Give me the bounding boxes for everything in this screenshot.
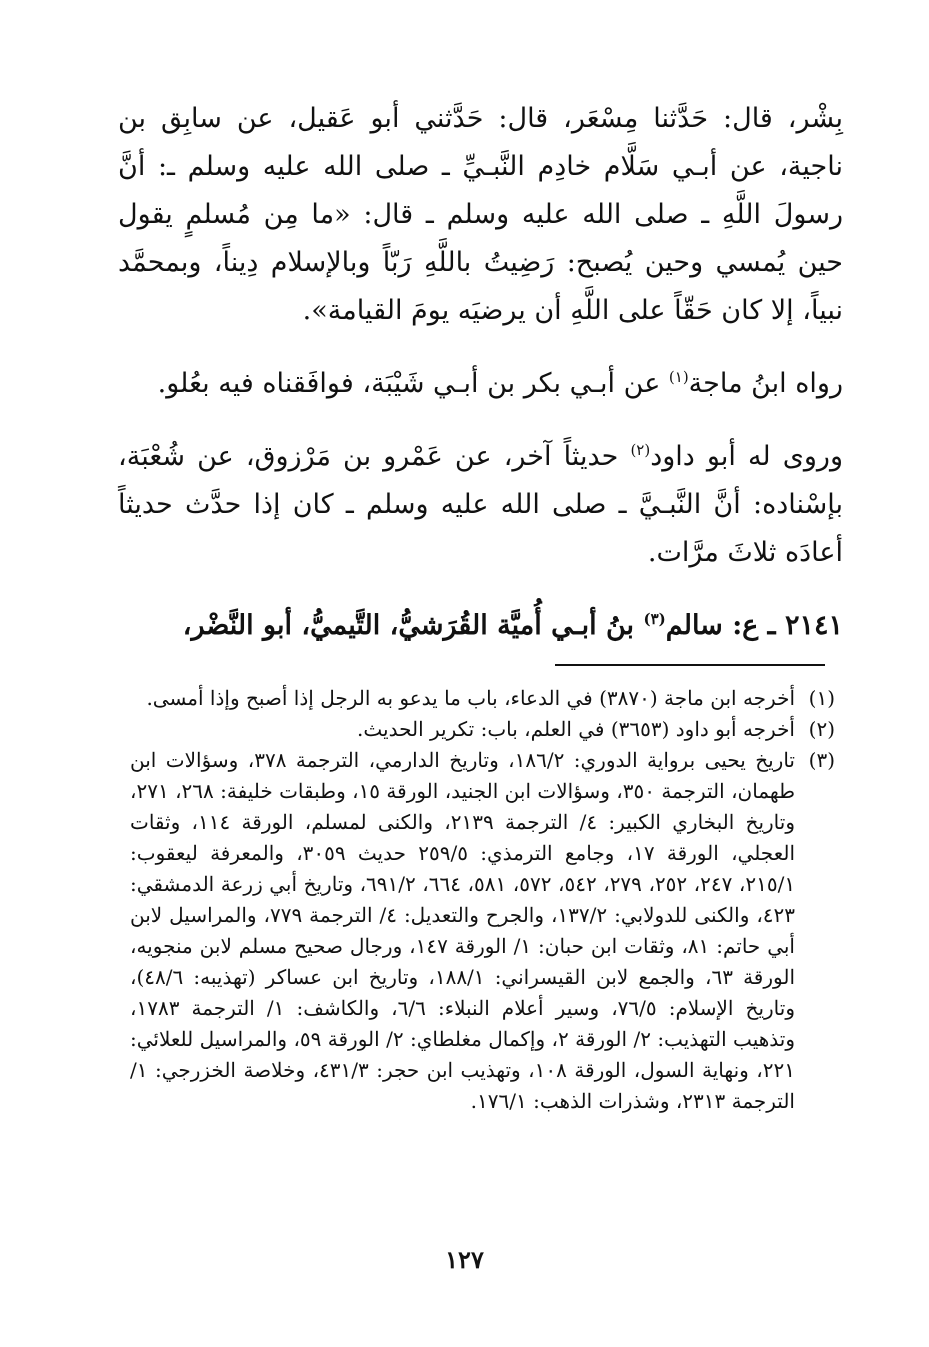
footnote-text: تاريخ يحيى برواية الدوري: ١٨٦/٢، وتاريخ الدارمي، الترجمة ٣٧٨، وسؤالات ابن طهمان، الترجمة ٣٥٠، وسؤالات ابن الجنيد، الورقة ١٥، وطبقات خليفة: ٢٦٨، ٢٧١، وتاريخ البخاري الكبير: ٤/ الترجمة ٢١٣٩، والكنى لمسلم، الورقة ١١٤، وثقات العجلي، الورقة ١٧، وجامع الترمذي: ٢٥٩/٥ حديث ٣٠٥٩، والمعرفة ليعقوب: ٢١٥/١، ٢٤٧، ٢٥٢، ٢٧٩، ٥٤٢، ٥٧٢، ٥٨١، ٦٦٤، ٦٩١/٢، وتاريخ أبي زرعة الدمشقي: ٤٢٣، والكنى للدولابي: ١٣٧/٢، والجرح والتعديل: ٤/ الترجمة ٧٧٩، والمراسيل لابن أبي حاتم: ٨١، وثقات ابن حبان: ١/ الورقة ١٤٧، ورجال صحيح مسلم لابن منجويه، الورقة ٦٣، والجمع لابن القيسراني: ١٨٨/١، وتاريخ ابن عساكر (تهذيبه: ٤٨/٦)، وتاريخ الإسلام: ٧٦/٥، وسير أعلام النبلاء: ٦/٦، والكاشف: ١/ الترجمة ١٧٨٣، وتذهيب التهذيب: ٢/ الورقة ٢، وإكمال مغلطاي: ٢/ الورقة ٥٩، والمراسيل للعلائي: ٢٢١، ونهاية السول، الورقة ١٠٨، وتهذيب ابن حجر: ٤٣١/٣، وخلاصة الخزرجي: ١/ الترجمة ٢٣١٣، وشذرات الذهب: ١٧٦/١. bbox=[130, 748, 796, 1113]
biography-entry-heading bbox=[118, 595, 843, 650]
narration-text: حديثاً آخر، عن عَمْرو بن مَرْزوق، عن شُعْبَة، بإسْناده: أنَّ النَّبـيَّ ـ صلى الله عليه وسلم ـ كان إذا حدَّث حديثاً أعادَه ثلاثَ مرَّات. bbox=[118, 441, 843, 568]
page-number: ١٢٧ bbox=[445, 1245, 484, 1274]
narration-text: وروى له أبو داود bbox=[650, 441, 843, 472]
narration-paragraph-ibn-majah bbox=[118, 353, 843, 408]
entry-text: ٢١٤١ ـ ع: سالم bbox=[665, 610, 843, 641]
footnote-ref-3: (٣) bbox=[643, 610, 666, 628]
footnotes bbox=[130, 683, 835, 1117]
entry-text: بنُ أبـي أُميَّة القُرَشيُّ، التَّيميُّ، أبو النَّضْر، bbox=[182, 610, 644, 641]
footnote-number: (٢) bbox=[808, 717, 835, 741]
footnote-separator bbox=[555, 664, 825, 666]
body-text bbox=[118, 95, 843, 650]
footnote-number: (١) bbox=[808, 686, 835, 710]
hadith-paragraph: بِشْر، قال: حَدَّثنا مِسْعَر، قال: حَدَّثني أبو عَقيل، عن سابِق بن ناجية، عن أبـي سَلَّام خادِم النَّبـيِّ ـ صلى الله عليه وسلم ـ: أنَّ رسولَ اللَّهِ ـ صلى الله عليه وسلم ـ قال: «ما مِن مُسلمٍ يقول حين يُمسي وحين يُصبح: رَضِيتُ باللَّهِ رَبّاً وبالإسلام دِيناً، وبمحمَّد نبياً، إلا كان حَقّاً على اللَّهِ أن يرضيَه يومَ القيامة». bbox=[118, 103, 843, 326]
narration-paragraph-abu-dawud bbox=[118, 426, 843, 577]
footnote-1 bbox=[130, 683, 835, 714]
narration-text: رواه ابنُ ماجة bbox=[688, 368, 843, 399]
narration-text: عن أبـي بكر بن أبـي شَيْبَة، فوافَقناه فيه بعُلو. bbox=[157, 368, 669, 399]
footnote-ref-1: (١) bbox=[668, 368, 689, 386]
footnote-ref-2: (٢) bbox=[630, 441, 651, 459]
main-text bbox=[118, 95, 843, 650]
footnote-text: أخرجه أبو داود (٣٦٥٣) في العلم، باب: تكرير الحديث. bbox=[357, 717, 795, 741]
footnote-text: أخرجه ابن ماجة (٣٨٧٠) في الدعاء، باب ما يدعو به الرجل إذا أصبح وإذا أمسى. bbox=[146, 686, 795, 710]
footnote-number: (٣) bbox=[808, 748, 835, 772]
footnote-3 bbox=[130, 745, 835, 1117]
footnote-2 bbox=[130, 714, 835, 745]
